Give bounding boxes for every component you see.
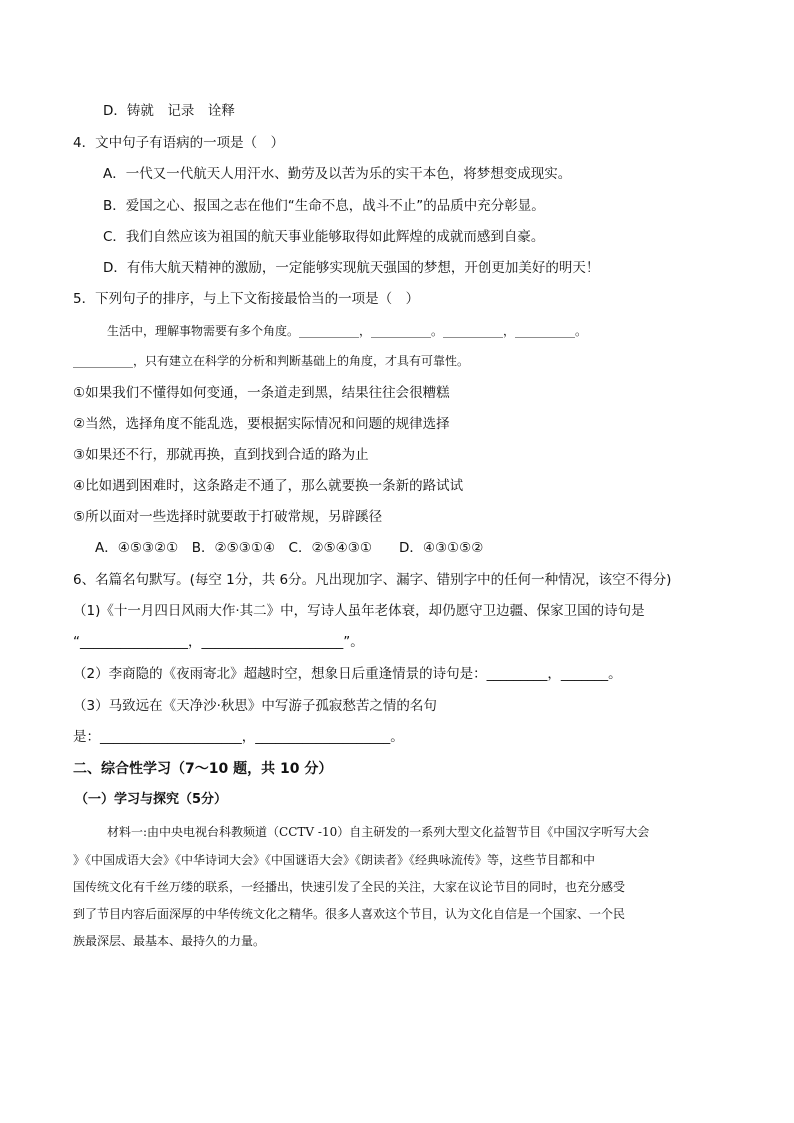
q6-item1-prompt: （1)《十一月四日风雨大作·其二》中，写诗人虽年老体衰，却仍愿守卫边疆、保家卫国的诗句是 xyxy=(73,603,645,619)
q5-sentence-5: ⑤所以面对一些选择时就要敢于打破常规，另辟蹊径 xyxy=(73,509,383,525)
q4-option-b: B．爱国之心、报国之志在他们“生命不息，战斗不止”的品质中充分彰显。 xyxy=(103,198,545,214)
q3-option-d: D．铸就 记录 诠释 xyxy=(103,103,235,119)
q5-sentence-3: ③如果还不行，那就再换，直到找到合适的路为止 xyxy=(73,447,369,463)
q5-stem: 5．下列句子的排序，与上下文衔接最恰当的一项是（ ） xyxy=(73,291,420,307)
q5-passage-line-2: __________，只有建立在科学的分析和判断基础上的角度，才具有可靠性。 xyxy=(73,354,470,368)
q5-passage-line-1: 生活中，理解事物需要有多个角度。__________，__________。__________，__________。 xyxy=(107,324,588,338)
q6-item1-blanks: “________________，_____________________”。 xyxy=(73,634,364,650)
q4-stem: 4．文中句子有语病的一项是（ ） xyxy=(73,135,285,151)
q5-sentence-2: ②当然，选择角度不能乱选，要根据实际情况和问题的规律选择 xyxy=(73,416,450,432)
q5-sentence-4: ④比如遇到困难时，这条路走不通了，那么就要换一条新的路试试 xyxy=(73,478,464,494)
material-line-2: 》《中国成语大会》《中华诗词大会》《中国谜语大会》《朗读者》《经典咏流传》等，这些节目都和中 xyxy=(73,853,596,867)
material-line-1: 材料一:由中央电视台科教频道（CCTV -10）自主研发的一系列大型文化益智节目《中国汉字听写大会 xyxy=(107,825,650,839)
q6-item2: （2）李商隐的《夜雨寄北》超越时空，想象日后重逢情景的诗句是：_________，_______。 xyxy=(73,666,622,682)
material-line-3: 国传统文化有千丝万缕的联系，一经播出，快速引发了全民的关注，大家在议论节目的同时，也充分感受 xyxy=(73,880,626,894)
section-2-title: 二、综合性学习（7～10 题，共 10 分） xyxy=(73,761,333,777)
q4-option-d: D．有伟大航天精神的激励，一定能够实现航天强国的梦想，开创更加美好的明天！ xyxy=(103,260,600,276)
section-2-subtitle: （一）学习与探究（5分） xyxy=(75,792,228,807)
q5-choices: A．④⑤③②① B．②⑤③①④ C．②⑤④③① D．④③①⑤② xyxy=(95,540,484,556)
q4-option-a: A．一代又一代航天人用汗水、勤劳及以苦为乐的实干本色，将梦想变成现实。 xyxy=(103,166,572,182)
q6-item3-prompt: （3）马致远在《天净沙·秋思》中写游子孤寂愁苦之情的名句 xyxy=(73,698,437,714)
q5-sentence-1: ①如果我们不懂得如何变通，一条道走到黑，结果往往会很糟糕 xyxy=(73,385,450,401)
q6-item3-blanks: 是：_____________________，____________________。 xyxy=(73,729,404,745)
q6-stem: 6、名篇名句默写。(每空 1分，共 6分。凡出现加字、漏字、错别字中的任何一种情况，该空不得分) xyxy=(73,572,672,588)
q4-option-c: C．我们自然应该为祖国的航天事业能够取得如此辉煌的成就而感到自豪。 xyxy=(103,229,545,245)
material-line-5: 族最深层、最基本、最持久的力量。 xyxy=(73,934,266,948)
material-line-4: 到了节目内容后面深厚的中华传统文化之精华。很多人喜欢这个节目，认为文化自信是一个国家、一个民 xyxy=(73,907,626,921)
